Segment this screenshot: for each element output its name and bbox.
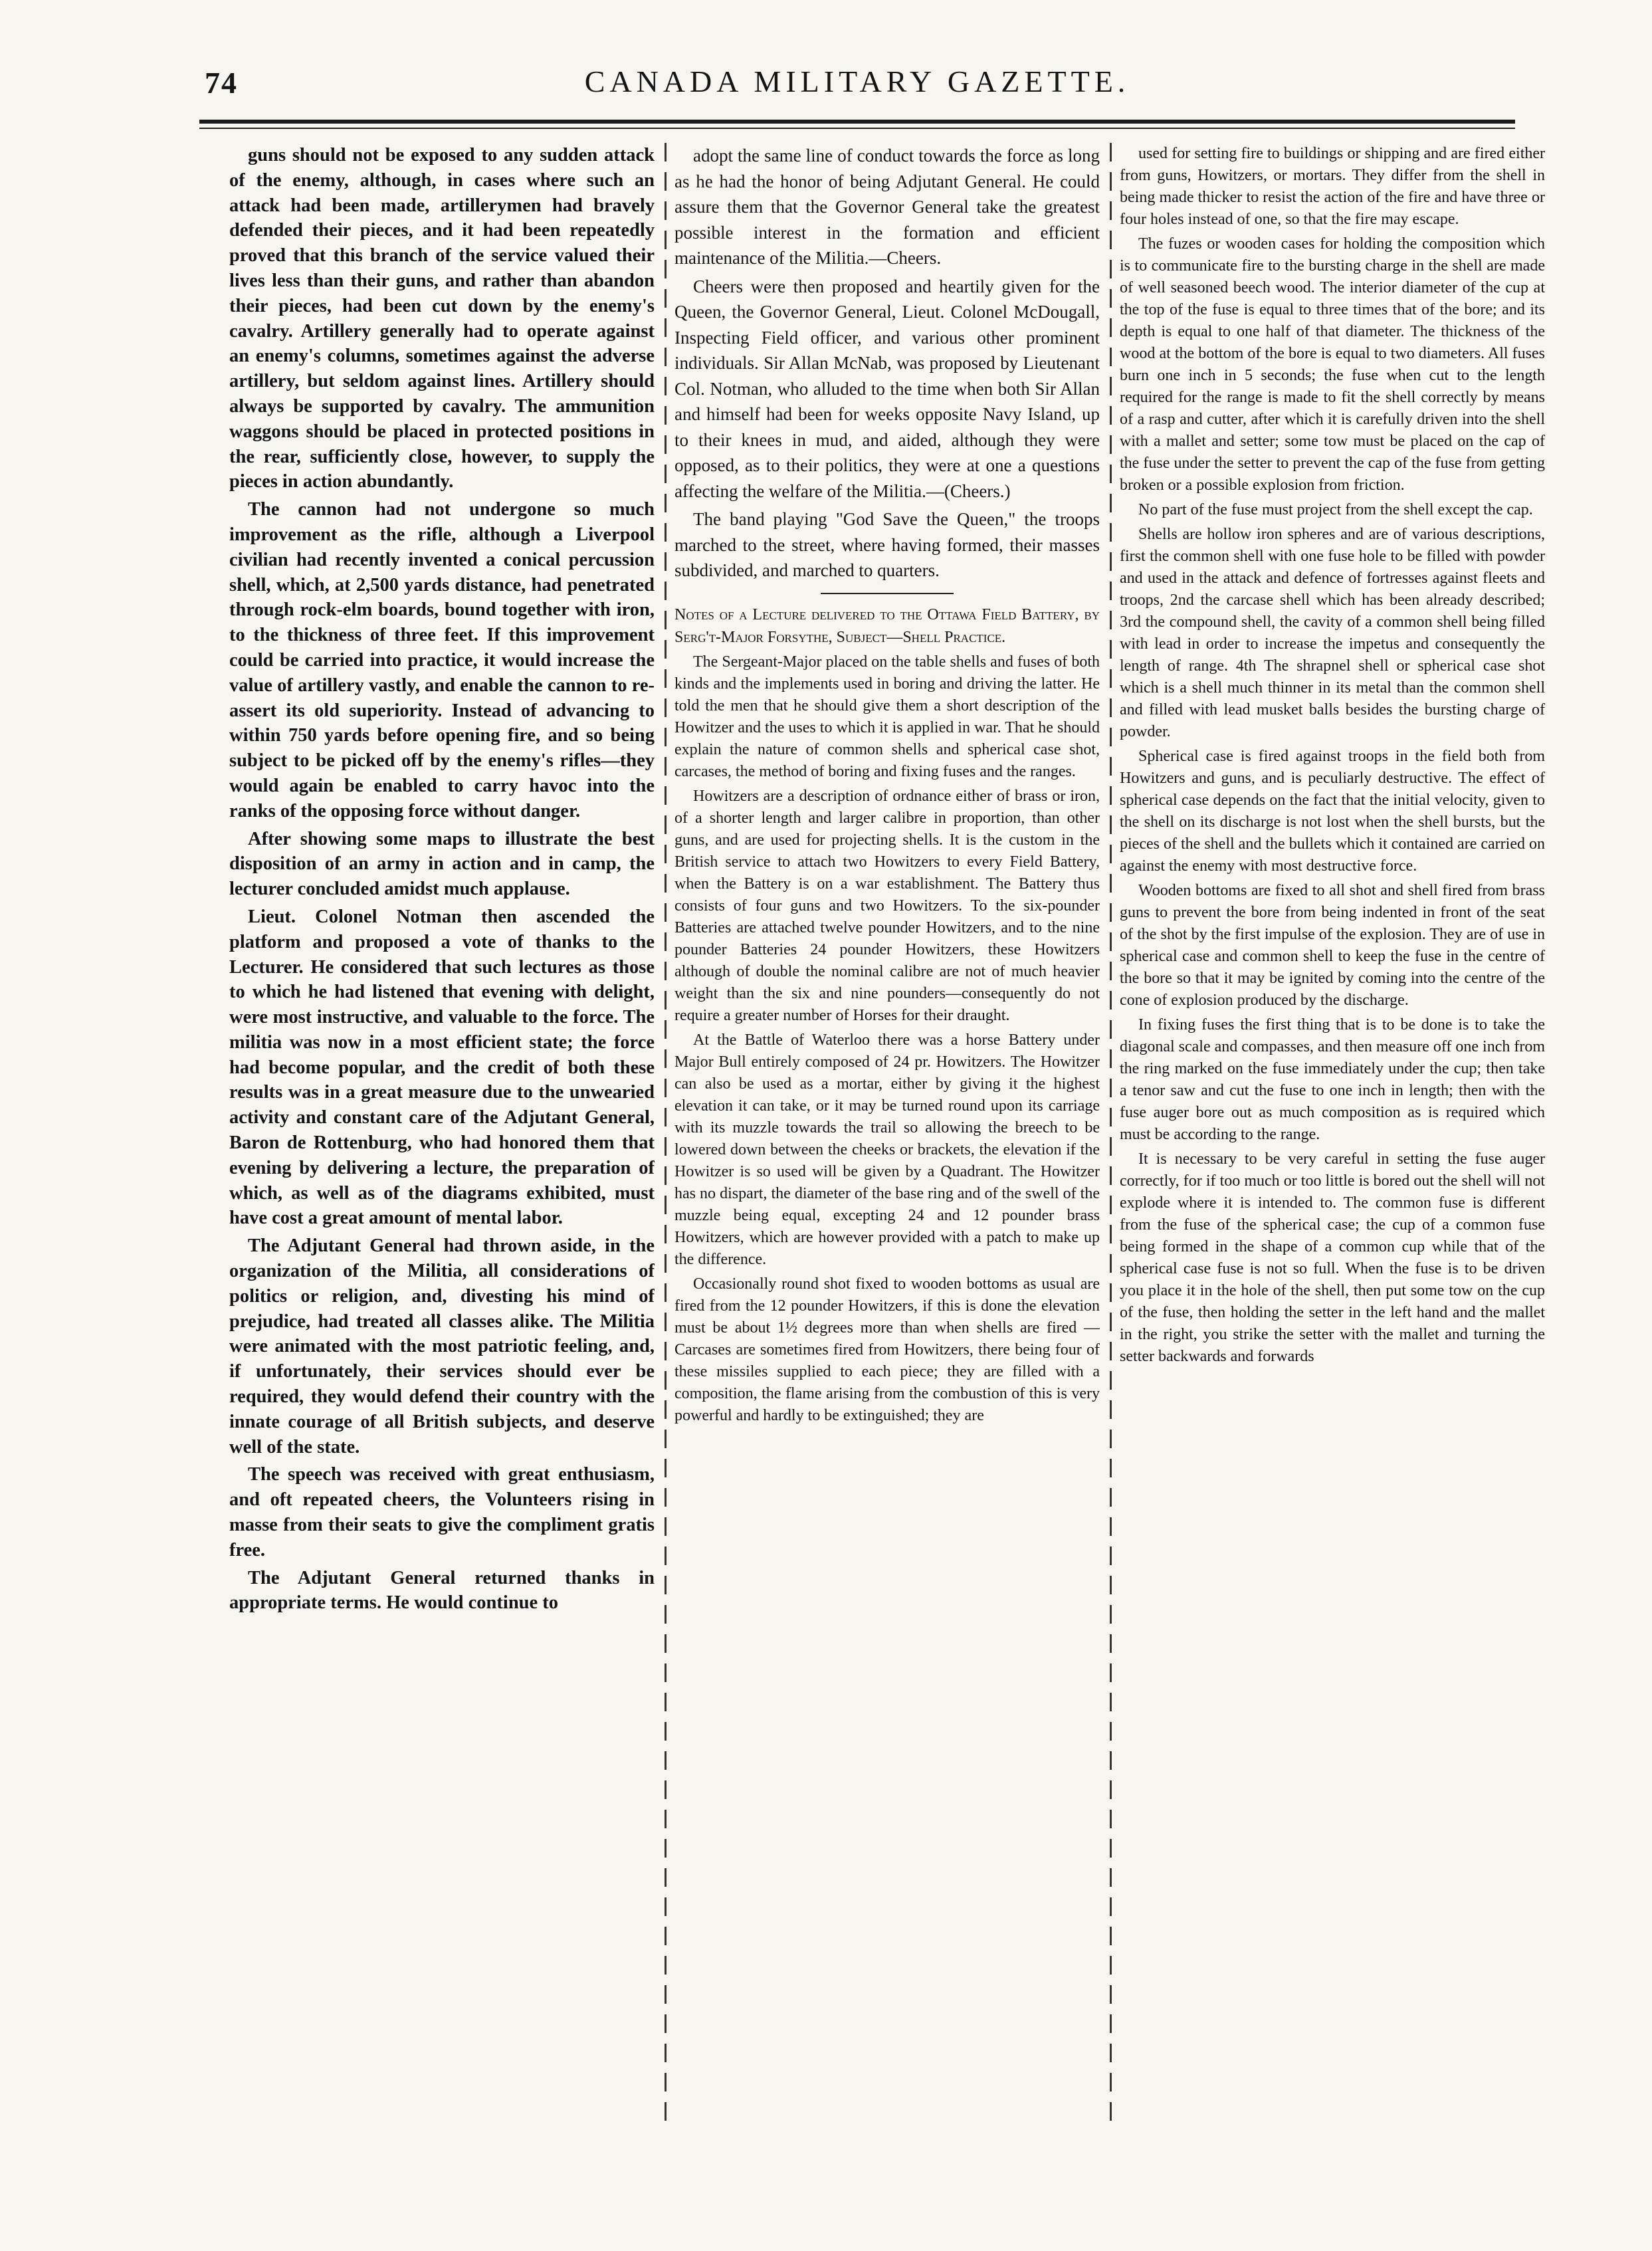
paragraph: Spherical case is fired against troops in the field both from Howitzers and guns, and is peculiarly destructive. The effect of spherical case depends on the fact that the initial velocity, given to the shell on its discharge is not lost when the shell bursts, but the pieces of the shell and the bullets which it contained are carried on against the enemy with most destructive force. (1120, 748, 1545, 875)
paragraph: Occasionally round shot fixed to wooden bottoms as usual are fired from the 12 pounder Howitzers, if this is done the elevation must be about 1½ degrees more than when shells are fired — Carcases are sometimes fired from Howitzers, there being four of these missiles supplied to each piece; they are filled with a composition, the flame arising from the combustion of this is very powerful and hardly to be extinguished; they are (674, 1275, 1100, 1424)
masthead-title: CANADA MILITARY GAZETTE. (584, 64, 1130, 98)
paragraph: Howitzers are a description of ordnance either of brass or iron, of a shorter length and larger calibre in proportion, than other guns, and are used for projecting shells. It is the custom in the British service to attach two Howitzers to every Field Battery, when the Battery is on a war establishment. The Battery thus consists of four guns and two Howitzers. To the six-pounder Batteries are attached twelve pounder Howitzers, and to the nine pounder Batteries 24 pounder Howitzers, these Howitzers although of double the nominal calibre are not of much heavier weight than the six and nine pounders—consequently do not require a greater number of Horses for their draught. (674, 787, 1100, 1024)
paragraph: The Adjutant General had thrown aside, in the organization of the Militia, all considerations of politics or religion, and, divesting his mind of prejudice, had treated all classes alike. The Militia were animated with the most patriotic feeling, and, if unfortunately, their services should ever be required, they would defend their country with the innate courage of all British subjects, and deserve well of the state. (229, 1235, 655, 1457)
paragraph: No part of the fuse must project from the shell except the cap. (1138, 501, 1533, 518)
section-divider (821, 593, 954, 594)
paragraph: Wooden bottoms are fixed to all shot and shell fired from brass guns to prevent the bore from being indented in front of the seat of the shot by the first impulse of the explosion. They are of use in spherical case and common shell to keep the fuse in the centre of the bore so that it may be ignited by coming into the centre of the cone of explosion produced by the discharge. (1120, 882, 1545, 1009)
paragraph: adopt the same line of conduct towards the force as long as he had the honor of being Adjutant General. He could assure them that the Governor General take the greatest possible interest in the formation and efficient maintenance of the Militia.—Cheers. (674, 146, 1100, 268)
column-3 (1120, 143, 1545, 2137)
paragraph: The Sergeant-Major placed on the table shells and fuses of both kinds and the implements used in boring and driving the latter. He told the men that he should give them a short description of the Howitzer and the uses to which it is applied in war. That he should explain the nature of common shells and spherical case shot, carcases, the method of boring and fixing fuses and the ranges. (674, 653, 1100, 780)
paragraph: The cannon had not undergone so much improvement as the rifle, although a Liverpool civilian had recently invented a conical percussion shell, which, at 2,500 yards distance, had penetrated through rock-elm boards, bound together with iron, to the thickness of three feet. If this improvement could be carried into practice, it would increase the value of artillery vastly, and enable the cannon to re-assert its old superiority. Instead of advancing to within 750 yards before opening fire, and so being subject to be picked off by the enemy's rifles—they would again be enabled to carry havoc into the ranks of the opposing force without danger. (229, 499, 655, 821)
paragraph: Lieut. Colonel Notman then ascended the platform and proposed a vote of thanks to the Lecturer. He considered that such lectures as those to which he had listened that evening with delight, were most instructive, and valuable to the force. The militia was now in a most efficient state; the force had become popular, and the credit of both these results was in a great measure due to the unwearied activity and constant care of the Adjutant General, Baron de Rottenburg, who had honored them that evening by delivering a lecture, the preparation of which, as well as of the diagrams exhibited, must have cost a great amount of mental labor. (229, 906, 655, 1229)
paragraph: The speech was received with great enthusiasm, and oft repeated cheers, the Volunteers rising in masse from their seats to give the compliment gratis free. (229, 1464, 655, 1560)
paragraph: The band playing "God Save the Queen," the troops marched to the street, where having formed, their masses subdivided, and marched to quarters. (674, 509, 1100, 580)
column-1 (229, 143, 655, 2137)
column-divider (665, 143, 667, 2130)
lecture-heading: Notes of a Lecture delivered to the Ottawa Field Battery, by Serg't-Major Forsythe, Subject—Shell Practice. (674, 605, 1100, 646)
paragraph: In fixing fuses the first thing that is to be done is to take the diagonal scale and compasses, and then measure off one inch from the ring marked on the fuse immediately under the cup; then take a tenor saw and cut the fuse to one inch in length; then with the fuse auger bore out as much composition as is required which must be according to the range. (1120, 1016, 1545, 1143)
page-header (199, 53, 1515, 126)
header-rule-thick (199, 120, 1515, 124)
paragraph: Shells are hollow iron spheres and are of various descriptions, first the common shell with one fuse hole to be filled with powder and used in the attack and defence of fortresses against fleets and troops, 2nd the carcase shell which has been already described; 3rd the compound shell, the cavity of a common shell being filled with lead in order to increase the impetus and consequently the length of range. 4th The shrapnel shell or spherical case shot which is a shell much thinner in its metal than the common shell and filled with lead musket balls besides the bursting charge of powder. (1120, 526, 1545, 740)
paragraph: It is necessary to be very careful in setting the fuse auger correctly, for if too much or too little is bored out the shell will not explode where it is intended to. The common fuse is different from the fuse of the spherical case; the cup of a common fuse being formed in the shape of a common cup while that of the spherical case fuse is not so full. When the fuse is to be driven you place it in the hole of the shell, then put some tow on the cup of the fuse, then holding the setter in the left hand and the mallet in the right, you strike the setter with the mallet and turning the setter backwards and forwards (1120, 1150, 1545, 1365)
paragraph: guns should not be exposed to any sudden attack of the enemy, although, in cases where such an attack had been made, artillerymen had bravely defended their pieces, and it had been repeatedly proved that this branch of the service valued their lives less than their guns, and rather than abandon their pieces, had been cut down by the enemy's cavalry. Artillery generally had to operate against an enemy's columns, sometimes against the adverse artillery, but seldom against lines. Artillery should always be supported by cavalry. The ammunition waggons should be placed in protected positions in the rear, sufficiently close, however, to supply the pieces in action abundantly. (229, 145, 655, 492)
paragraph: At the Battle of Waterloo there was a horse Battery under Major Bull entirely composed of 24 pr. Howitzers. The Howitzer can also be used as a mortar, either by giving it the highest elevation it can take, or it may be turned round upon its carriage with its muzzle towards the trail so allowing the breech to be lowered down between the cheeks or brackets, the elevation if the Howitzer is so used will be given by a Quadrant. The Howitzer has no dispart, the diameter of the base ring and of the swell of the muzzle being equal, excepting 24 and 12 pounder brass Howitzers, which are however provided with a patch to make up the difference. (674, 1031, 1100, 1268)
header-rule-thin (199, 128, 1515, 129)
paragraph: The fuzes or wooden cases for holding the composition which is to communicate fire to the bursting charge in the shell are made of well seasoned beech wood. The interior diameter of the cup at the top of the fuse is equal to three times that of the bore; and its depth is equal to one half of that diameter. The thickness of the wood at the bottom of the bore is equal to two diameters. All fuses burn one inch in 5 seconds; the fuse when cut to the length required for the range is made to fit the shell correctly by means of a rasp and cutter, after which it is carefully driven into the shell with a mallet and setter; some tow must be placed on the cap of the fuse under the setter to prevent the cap of the fuse from getting broken or a possible explosion from friction. (1120, 235, 1545, 494)
page-number: 74 (205, 66, 238, 100)
paragraph: Cheers were then proposed and heartily given for the Queen, the Governor General, Lieut. Colonel McDougall, Inspecting Field officer, and various other prominent individuals. Sir Allan McNab, was proposed by Lieutenant Col. Notman, who alluded to the time when both Sir Allan and himself had been for weeks opposite Navy Island, up to their knees in mud, and aided, although they were opposed, as to their politics, they were at one a questions affecting the welfare of the Militia.—(Cheers.) (674, 276, 1100, 501)
paragraph: used for setting fire to buildings or shipping and are fired either from guns, Howitzers, or mortars. They differ from the shell in being made thicker to resist the action of the fire and have three or four holes instead of one, so that the fire may escape. (1120, 145, 1545, 228)
paragraph: The Adjutant General returned thanks in appropriate terms. He would continue to (229, 1567, 655, 1614)
column-2 (674, 143, 1100, 2137)
column-divider (1110, 143, 1112, 2130)
paragraph: After showing some maps to illustrate the best disposition of an army in action and in camp, the lecturer concluded amidst much applause. (229, 828, 655, 900)
